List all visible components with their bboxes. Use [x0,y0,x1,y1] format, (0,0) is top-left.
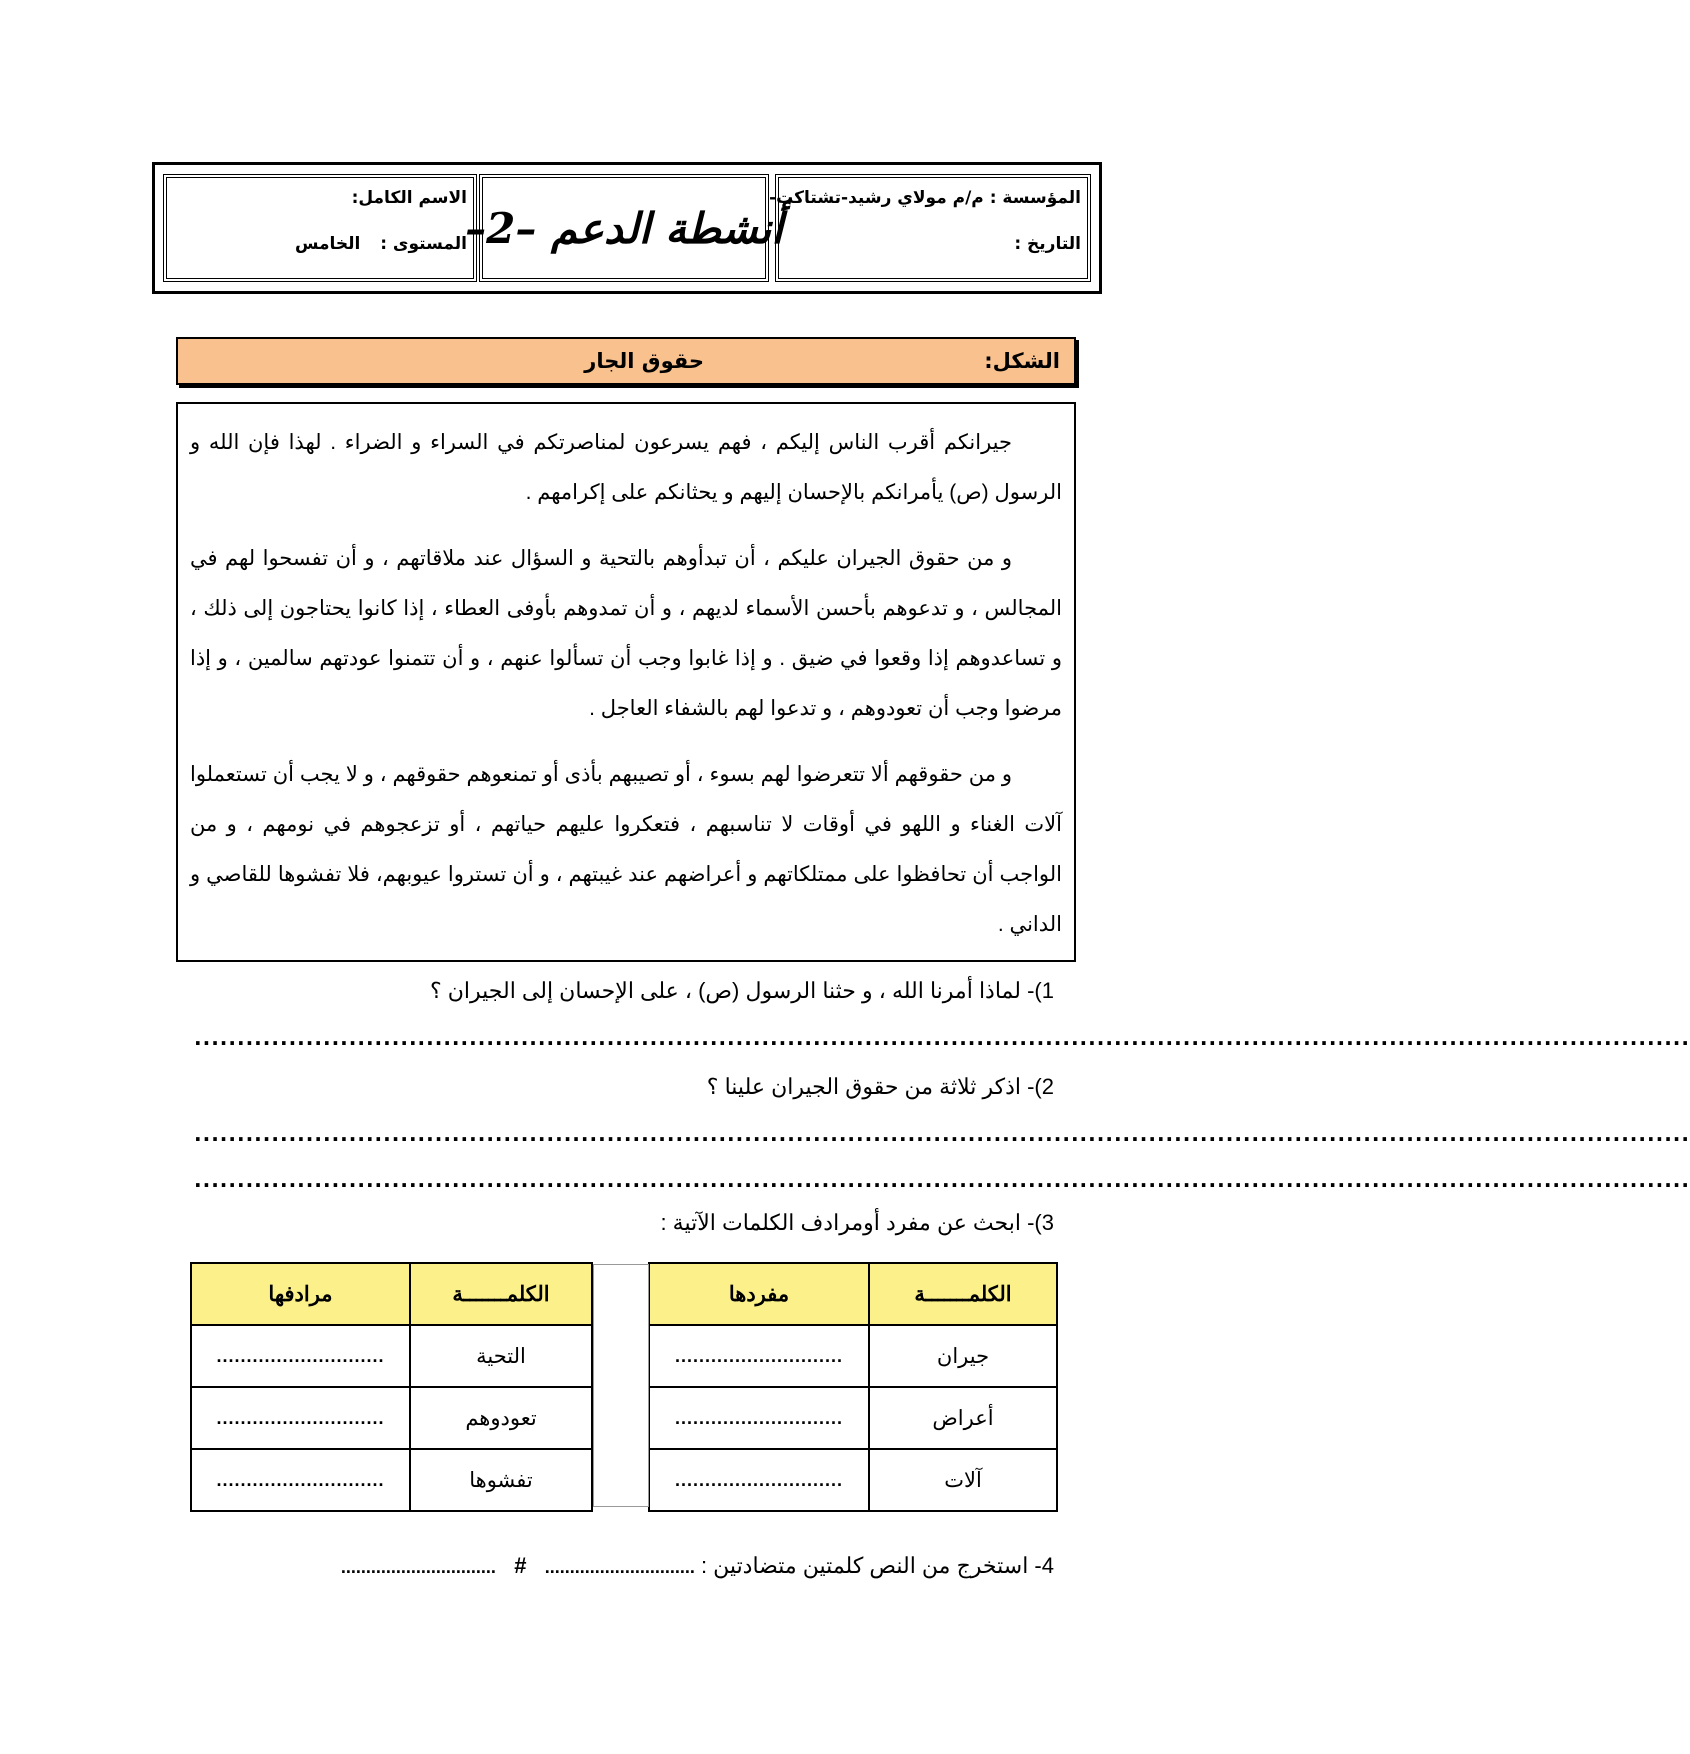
paragraph-2: و من حقوق الجيران عليكم ، أن تبدأوهم بالتحية و السؤال عند ملاقاتهم ، و أن تفسحوا لهم في المجالس ، و تدعوهم بأحسن الأسماء لديهم ، و أن تمدوهم بأوفى العطاء ، إذا كانوا يحتاجون إلى ذلك ، و تساعدوهم إذا وقعوا في ضيق . و إذا غابوا وجب أن تسألوا عنهم ، و أن تتمنوا عودتهم سالمين ، و إذا مرضوا وجب أن تعودوهم ، و تدعوا لهم بالشفاء العاجل . [190,547,1062,720]
synonym-header: مرادفها [191,1263,410,1325]
singular-header: مفردها [649,1263,869,1325]
word-cell: جيران [869,1325,1057,1387]
subject-label: الشكل: [984,349,1060,373]
antonym-answer-1[interactable]: .............................. [544,1557,695,1577]
institution-cell [769,174,1091,282]
antonym-answer-2[interactable]: ............................... [340,1557,496,1577]
institution-line [769,188,1081,208]
question-1: 1)- لماذا أمرنا الله ، و حثنا الرسول (ص) ، على الإحسان إلى الجيران ؟ [429,978,1054,1003]
paragraph-1: جيرانكم أقرب الناس إليكم ، فهم يسرعون لمناصرتكم في السراء و الضراء . لهذا فإن الله و الرسول (ص) يأمرانكم بالإحسان إليهم و يحثانكم على إكرامهم . [190,431,1062,504]
table-row [649,1325,1057,1387]
synonym-table [190,1262,593,1512]
hash-sign: # [514,1553,527,1578]
question-4-line [341,1553,1054,1579]
question-3: 3)- ابحث عن مفرد أومرادف الكلمات الآتية : [660,1210,1054,1235]
question-4: 4- استخرج من النص كلمتين متضادتين : [700,1553,1054,1578]
level-label: المستوى : [380,234,467,254]
answer-cell[interactable]: ............................ [191,1449,410,1511]
word-cell: أعراض [869,1387,1057,1449]
answer-cell[interactable]: ............................ [649,1325,869,1387]
table-gap [593,1264,649,1507]
word-cell: التحية [410,1325,592,1387]
table-row [191,1449,592,1511]
answer-line-2[interactable]: .............................................................................................................................................................................. [194,1122,1690,1146]
level-line [295,234,467,254]
word-cell: آلات [869,1449,1057,1511]
paragraph-3: و من حقوقهم ألا تتعرضوا لهم بسوء ، أو تصيبهم بأذى أو تمنعوهم حقوقهم ، و لا يجب أن تستعملوا آلات الغناء و اللهو في أوقات لا تناسبهم ، فتعكروا عليهم حياتهم ، أو تزعجوهم في نومهم ، و من الواجب أن تحافظوا على ممتلكاتهم و أعراضهم عند غيبتهم ، و أن تستروا عيوبهم، فلا تفشوها للقاصي و الداني . [190,763,1062,936]
word-cell: تعودوهم [410,1387,592,1449]
synonym-word-header: الكلمـــــــة [410,1263,592,1325]
table-row [649,1387,1057,1449]
answer-cell[interactable]: ............................ [191,1325,410,1387]
answer-line-3[interactable]: .............................................................................................................................................................................. [194,1168,1690,1192]
table-row [191,1325,592,1387]
answer-cell[interactable]: ............................ [191,1387,410,1449]
singular-table [648,1262,1058,1512]
subject-bar [176,337,1076,385]
header-box [152,162,1102,294]
subject-title: حقوق الجار [584,349,704,373]
question-2: 2)- اذكر ثلاثة من حقوق الجيران علينا ؟ [706,1074,1054,1099]
date-label: التاريخ : [1014,234,1081,254]
table-row [191,1387,592,1449]
answer-cell[interactable]: ............................ [649,1449,869,1511]
institution-label: المؤسسة : [989,188,1081,208]
table-row [649,1449,1057,1511]
answer-cell[interactable]: ............................ [649,1387,869,1449]
reading-text-box [176,402,1076,962]
level-value: الخامس [294,234,361,254]
worksheet-title: أنشطة الدعم –2– [465,203,783,253]
answer-line-1[interactable]: .............................................................................................................................................................................. [194,1026,1690,1050]
name-label: الاسم الكامل: [351,188,467,208]
student-cell [163,174,477,282]
singular-word-header: الكلمـــــــة [869,1263,1057,1325]
title-cell [465,174,783,282]
word-cell: تفشوها [410,1449,592,1511]
institution-value: م/م مولاي رشيد-تشتاكت- [769,188,984,208]
